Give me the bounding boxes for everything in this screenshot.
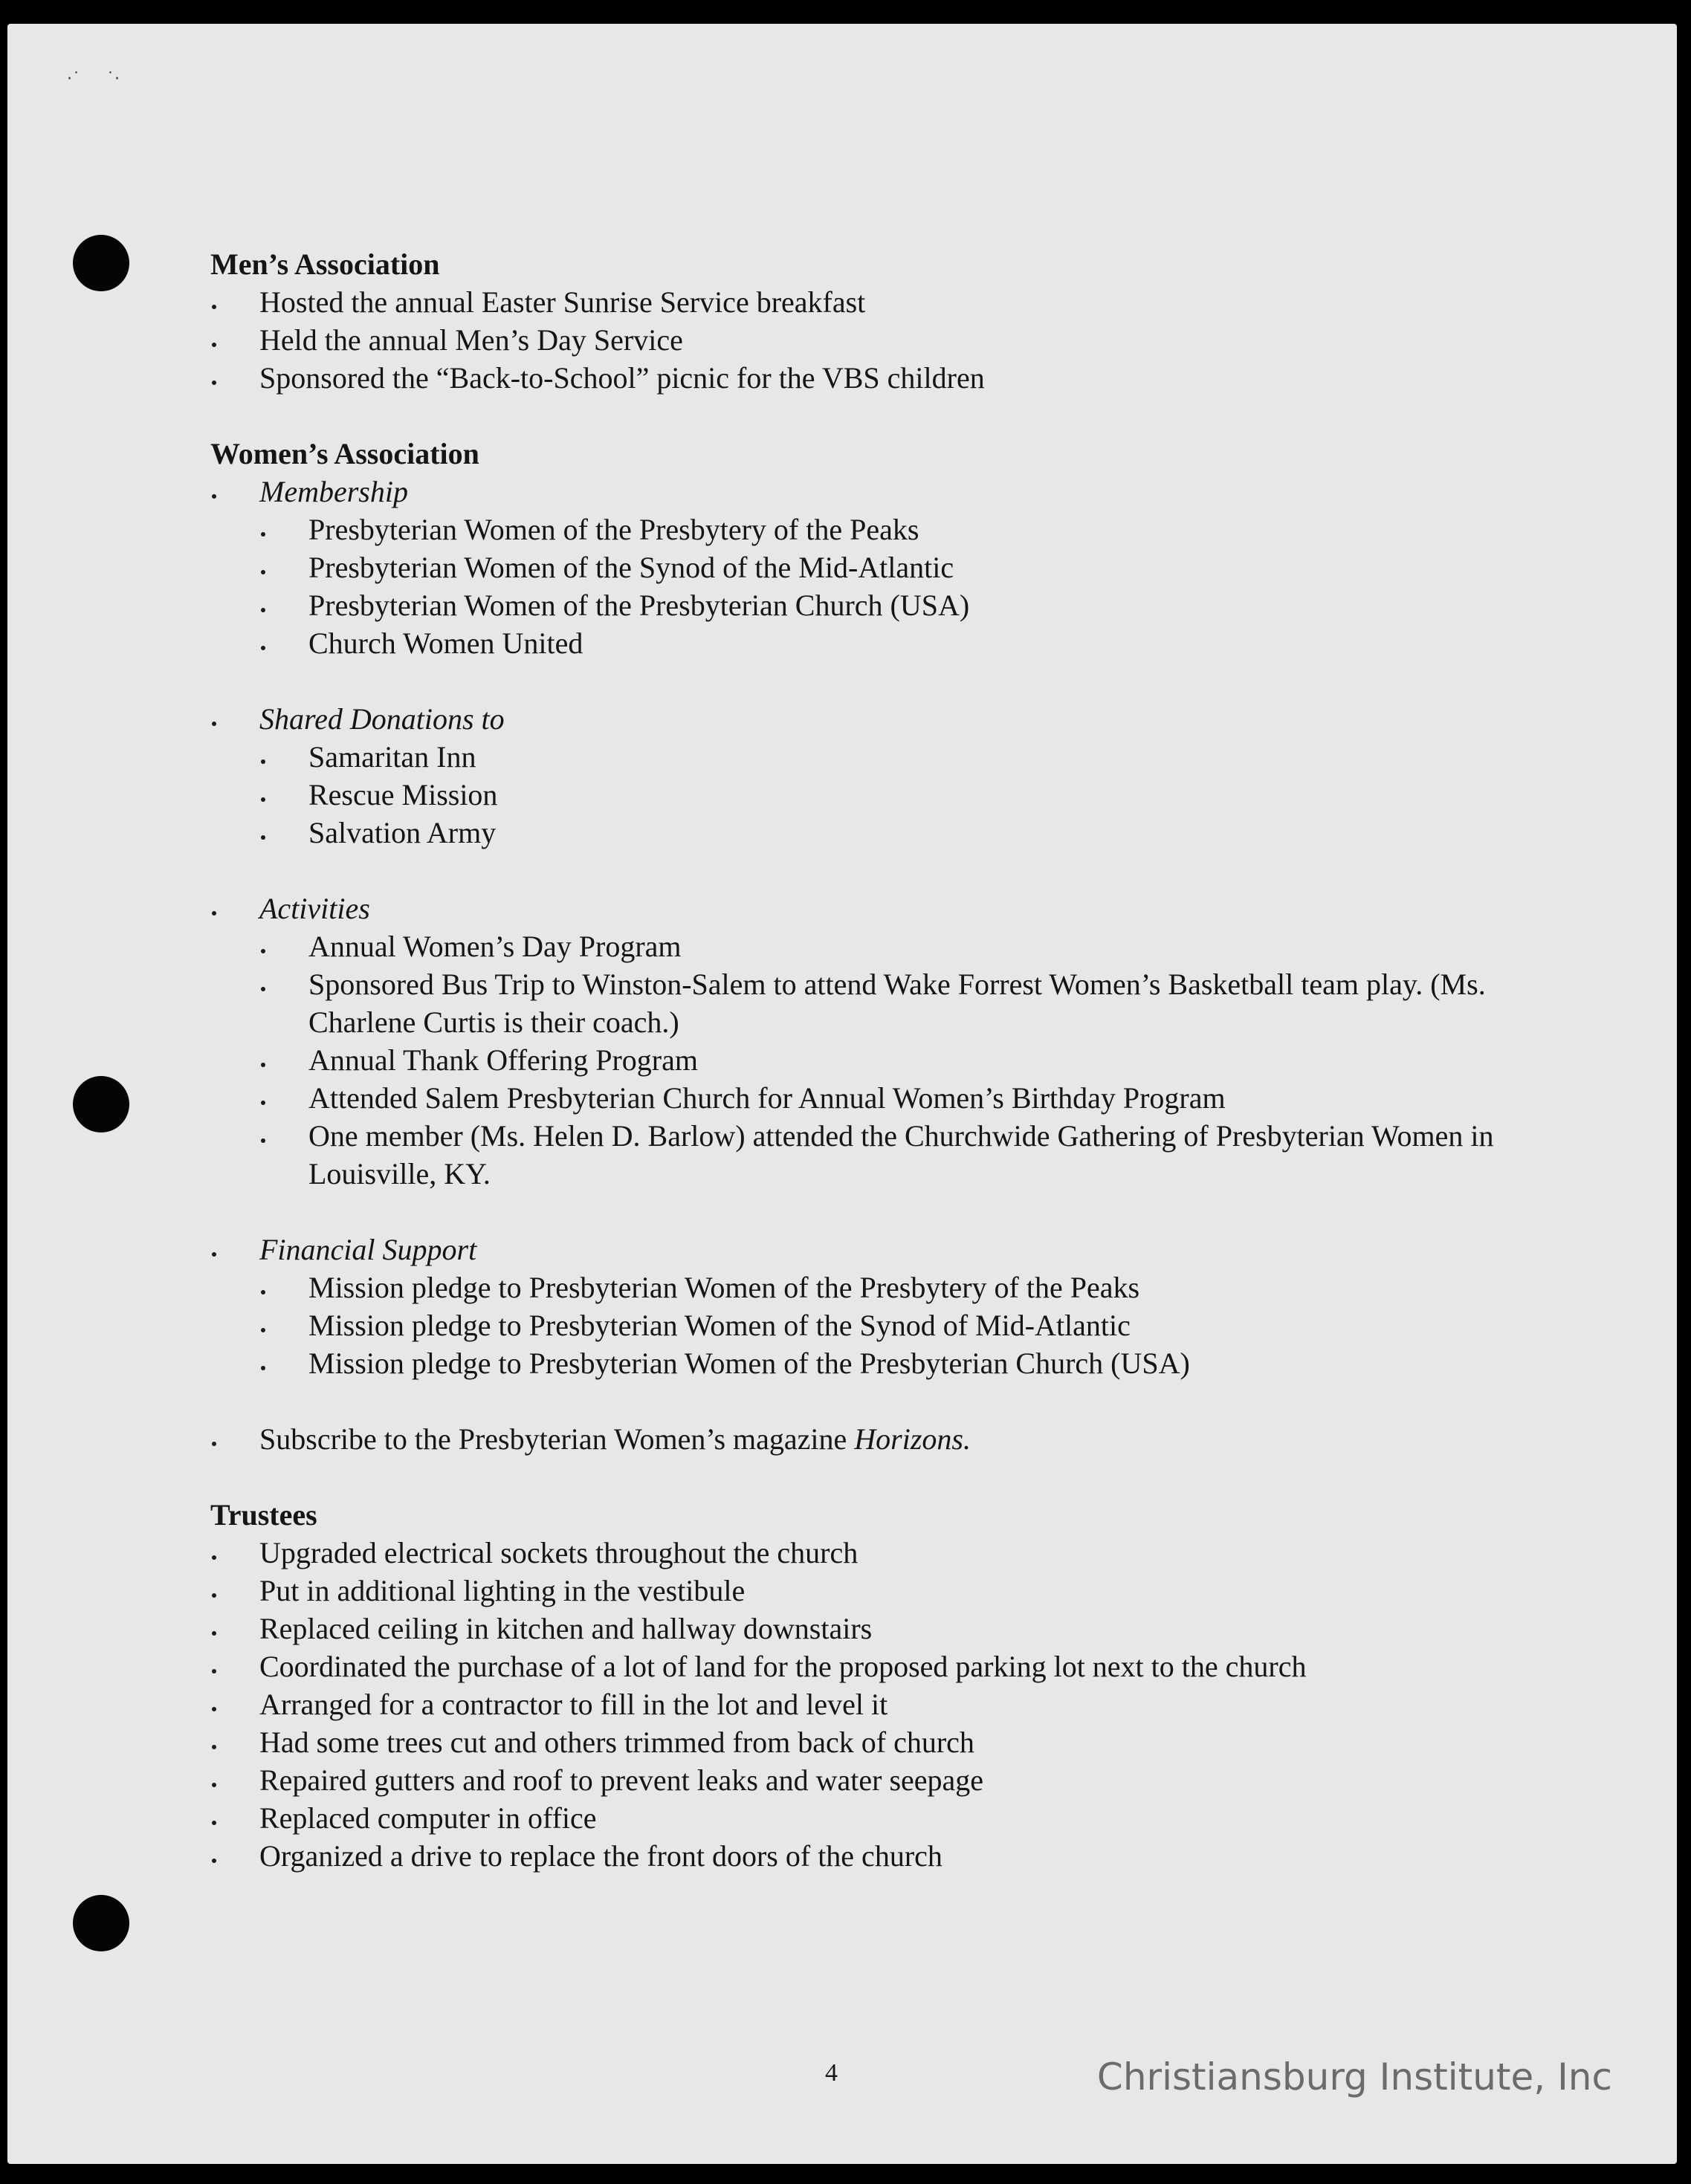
womens-association-list: [210, 473, 1571, 511]
list-item: Arranged for a contractor to fill in the lot and level it: [210, 1685, 1571, 1723]
mens-association-list: [210, 283, 1571, 397]
page-number: 4: [825, 2059, 838, 2087]
list-item: Rescue Mission: [259, 776, 1571, 814]
punch-hole-middle: [73, 1076, 129, 1132]
activities-list: [259, 927, 1571, 1193]
activities-label: Activities: [210, 890, 1571, 927]
subscribe-item: [210, 1420, 1571, 1458]
list-item: Sponsored Bus Trip to Winston-Salem to attend Wake Forrest Women’s Basketball team play. (Ms. Charlene Curtis is their coach.): [259, 965, 1571, 1041]
list-item: Salvation Army: [259, 814, 1571, 852]
list-item: Replaced computer in office: [210, 1799, 1571, 1837]
list-item: Mission pledge to Presbyterian Women of the Presbytery of the Peaks: [259, 1268, 1571, 1306]
list-item: Annual Thank Offering Program: [259, 1041, 1571, 1079]
list-item: Upgraded electrical sockets throughout the church: [210, 1534, 1571, 1572]
list-item: Presbyterian Women of the Presbytery of the Peaks: [259, 511, 1571, 548]
list-item: Put in additional lighting in the vestibule: [210, 1572, 1571, 1610]
watermark-text: Christiansburg Institute, Inc: [1096, 2055, 1612, 2099]
subscribe-group: [210, 1420, 1571, 1458]
trustees-heading: Trustees: [210, 1498, 317, 1532]
list-item: Sponsored the “Back-to-School” picnic for the VBS children: [210, 359, 1571, 397]
list-item: Organized a drive to replace the front doors of the church: [210, 1837, 1571, 1875]
list-item: Had some trees cut and others trimmed from back of church: [210, 1723, 1571, 1761]
mens-association-heading: Men’s Association: [210, 247, 440, 281]
list-item: Samaritan Inn: [259, 738, 1571, 776]
punch-hole-top: [73, 235, 129, 291]
donations-group: [210, 700, 1571, 738]
list-item: Mission pledge to Presbyterian Women of the Synod of Mid-Atlantic: [259, 1306, 1571, 1344]
magazine-title: Horizons.: [854, 1422, 971, 1456]
activities-group: [210, 890, 1571, 927]
donations-label: Shared Donations to: [210, 700, 1571, 738]
list-item: Held the annual Men’s Day Service: [210, 321, 1571, 359]
membership-list: [259, 511, 1571, 662]
subscribe-text: Subscribe to the Presbyterian Women’s magazine: [259, 1422, 855, 1456]
list-item: Presbyterian Women of the Presbyterian Church (USA): [259, 586, 1571, 624]
list-item: One member (Ms. Helen D. Barlow) attended the Churchwide Gathering of Presbyterian Women in Louisville, KY.: [259, 1117, 1571, 1193]
specks-decoration: ·˙ ˙·: [67, 70, 120, 88]
list-item: Repaired gutters and roof to prevent leaks and water seepage: [210, 1761, 1571, 1799]
list-item: Coordinated the purchase of a lot of land for the proposed parking lot next to the church: [210, 1647, 1571, 1685]
womens-association-heading: Women’s Association: [210, 437, 479, 470]
list-item: Presbyterian Women of the Synod of the Mid-Atlantic: [259, 548, 1571, 586]
financial-support-list: [259, 1268, 1571, 1382]
list-item: Church Women United: [259, 624, 1571, 662]
list-item: Mission pledge to Presbyterian Women of the Presbyterian Church (USA): [259, 1344, 1571, 1382]
donations-list: [259, 738, 1571, 852]
list-item: Replaced ceiling in kitchen and hallway downstairs: [210, 1610, 1571, 1647]
financial-support-label: Financial Support: [210, 1231, 1571, 1268]
list-item: Annual Women’s Day Program: [259, 927, 1571, 965]
list-item: Attended Salem Presbyterian Church for Annual Women’s Birthday Program: [259, 1079, 1571, 1117]
punch-hole-bottom: [73, 1895, 129, 1951]
list-item: Hosted the annual Easter Sunrise Service breakfast: [210, 283, 1571, 321]
document-body: [210, 245, 1571, 1875]
membership-label: Membership: [210, 473, 1571, 511]
financial-group: [210, 1231, 1571, 1268]
trustees-list: [210, 1534, 1571, 1875]
